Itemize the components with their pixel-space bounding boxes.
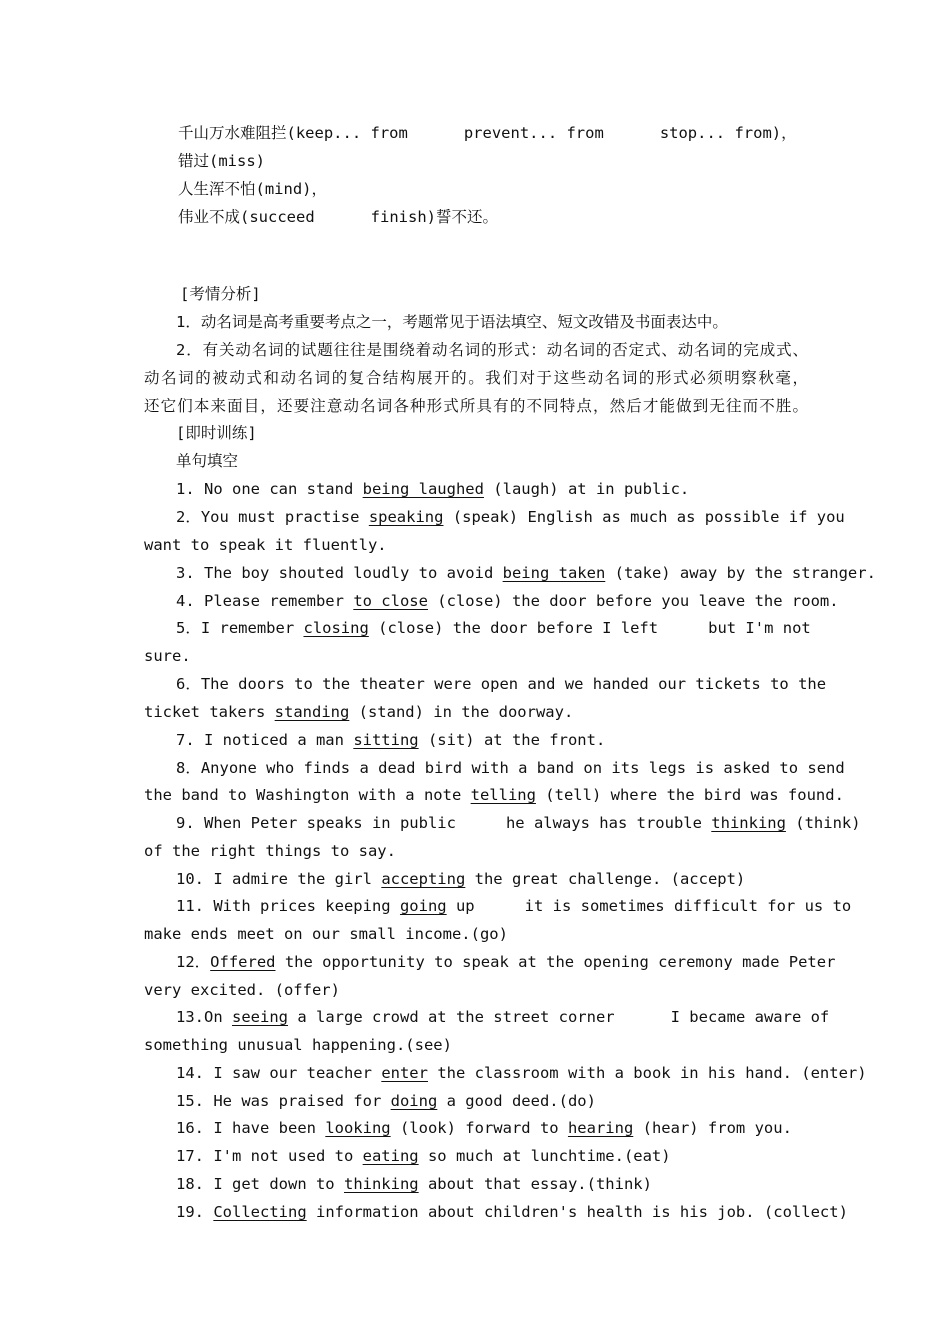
exercise-6-continuation	[144, 702, 808, 724]
exercise-3	[176, 563, 876, 585]
exercise-15	[176, 1091, 808, 1113]
question-text: the band to Washington with a note	[144, 786, 471, 804]
answer-blank: enter	[381, 1064, 428, 1082]
exercise-6: 6．The doors to the theater were open and we handed our tickets to the	[176, 675, 827, 693]
exercise-11	[176, 896, 852, 918]
exercise-18	[176, 1174, 808, 1196]
exercise-14	[176, 1063, 867, 1085]
question-text: 16. I have been	[176, 1119, 326, 1137]
answer-blank: closing	[303, 619, 369, 637]
question-text: 4. Please remember	[176, 592, 354, 610]
question-text: (laugh) at in public.	[483, 480, 690, 498]
question-text: 3. The boy shouted loudly to avoid	[176, 564, 503, 582]
answer-blank: accepting	[381, 870, 466, 888]
exercise-13-continuation: something unusual happening.(see)	[144, 1036, 452, 1054]
answer-blank: sitting	[353, 731, 419, 749]
question-text: 5．I remember	[176, 619, 304, 637]
question-text: (stand) in the doorway.	[349, 703, 574, 721]
question-text: up	[446, 897, 475, 915]
poem-text: 千山万水难阻拦(keep... from	[178, 124, 408, 142]
exercise-8-continuation	[144, 785, 844, 807]
answer-blank: being laughed	[362, 480, 484, 498]
answer-blank: looking	[325, 1119, 391, 1137]
question-text: (sit) at the front.	[418, 731, 606, 749]
exercise-11-continuation: make ends meet on our small income.(go)	[144, 925, 508, 943]
answer-blank: Offered	[210, 953, 276, 971]
poem-line-3: 人生浑不怕(mind)，	[178, 180, 327, 198]
question-text: it is sometimes difficult for us to	[524, 897, 852, 915]
question-text: (think)	[785, 814, 861, 832]
exercise-19	[176, 1202, 848, 1224]
exercise-16	[176, 1118, 808, 1140]
answer-blank: Collecting	[213, 1203, 307, 1221]
question-text: 2．You must practise	[176, 508, 369, 526]
exercise-4	[176, 591, 839, 613]
analysis-paragraph-1: 1．动名词是高考重要考点之一，考题常见于语法填空、短文改错及书面表达中。	[176, 313, 728, 331]
exercise-9	[176, 813, 861, 835]
poem-text: prevent... from	[463, 124, 604, 142]
answer-blank: seeing	[232, 1008, 288, 1026]
question-text: 10. I admire the girl	[176, 870, 382, 888]
question-text: so much at lunchtime.(eat)	[418, 1147, 671, 1165]
analysis-heading: [考情分析]	[180, 285, 261, 303]
question-text: 18. I get down to	[176, 1175, 344, 1193]
question-text: (look) forward to	[390, 1119, 568, 1137]
exercise-17	[176, 1146, 808, 1168]
question-text: about that essay.(think)	[418, 1175, 652, 1193]
question-text: ticket takers	[144, 703, 275, 721]
answer-blank: telling	[470, 786, 536, 804]
exercise-12-continuation: very excited. (offer)	[144, 981, 340, 999]
question-text: a large crowd at the street corner	[288, 1008, 615, 1026]
question-text: information about children's health is his job. (collect)	[306, 1203, 848, 1221]
answer-blank: thinking	[711, 814, 786, 832]
poem-text: 伟业不成(succeed	[178, 208, 315, 226]
question-text: 1. No one can stand	[176, 480, 363, 498]
question-text: the great challenge. (accept)	[465, 870, 746, 888]
analysis-paragraph-2-line-2: 动名词的被动式和动名词的复合结构展开的。我们对于这些动名词的形式必须明察秋毫，	[144, 369, 808, 387]
poem-line-1	[178, 123, 842, 145]
question-text: 15. He was praised for	[176, 1092, 391, 1110]
question-text: (tell) where the bird was found.	[535, 786, 844, 804]
answer-blank: to close	[353, 592, 428, 610]
question-text: the opportunity to speak at the opening ceremony made Peter	[275, 953, 836, 971]
exercise-8: 8．Anyone who finds a dead bird with a band on its legs is asked to send	[176, 759, 845, 777]
question-text: the classroom with a book in his hand. (enter)	[427, 1064, 867, 1082]
poem-text: finish)誓不还。	[370, 208, 498, 226]
answer-blank: thinking	[343, 1175, 419, 1193]
question-text: (hear) from you.	[633, 1119, 792, 1137]
training-heading: [即时训练]	[176, 424, 257, 442]
answer-blank: eating	[362, 1147, 419, 1165]
exercise-10	[176, 869, 808, 891]
question-text: 11. With prices keeping	[176, 897, 400, 915]
question-text: 19.	[176, 1203, 214, 1221]
question-text: 17. I'm not used to	[176, 1147, 363, 1165]
question-text: 9. When Peter speaks in public	[176, 814, 456, 832]
analysis-paragraph-2-line-1: 2．有关动名词的试题往往是围绕着动名词的形式：动名词的否定式、动名词的完成式、	[176, 341, 808, 359]
exercise-5	[176, 618, 811, 640]
question-text: (close) the door before you leave the room.	[427, 592, 839, 610]
question-text: (speak) English as much as possible if you	[443, 508, 845, 526]
answer-blank: standing	[274, 703, 350, 721]
analysis-paragraph-2-line-3: 还它们本来面目，还要注意动名词各种形式所具有的不同特点，然后才能做到无往而不胜。	[144, 397, 808, 415]
exercise-1	[176, 479, 808, 501]
question-text: I became aware of	[670, 1008, 830, 1026]
training-subheading: 单句填空	[176, 452, 239, 470]
answer-blank: doing	[390, 1092, 438, 1110]
question-text: (close) the door before I left	[368, 619, 659, 637]
question-text: 7. I noticed a man	[176, 731, 354, 749]
question-text: he always has trouble	[505, 814, 712, 832]
question-text: 13.On	[176, 1008, 232, 1026]
answer-blank: being taken	[502, 564, 606, 582]
question-text: (take) away by the stranger.	[605, 564, 876, 582]
answer-blank: speaking	[368, 508, 444, 526]
question-text: 14. I saw our teacher	[176, 1064, 382, 1082]
exercise-2-continuation: want to speak it fluently.	[144, 536, 387, 554]
answer-blank: going	[399, 897, 447, 915]
poem-line-2: 错过(miss)	[178, 152, 265, 170]
exercise-13	[176, 1007, 830, 1029]
question-text: but I'm not	[708, 619, 811, 637]
poem-line-4	[178, 207, 842, 229]
question-text: a good deed.(do)	[437, 1092, 596, 1110]
poem-text: stop... from)，	[659, 124, 797, 142]
answer-blank: hearing	[567, 1119, 634, 1137]
exercise-5-continuation: sure.	[144, 647, 191, 665]
exercise-7	[176, 730, 808, 752]
exercise-9-continuation: of the right things to say.	[144, 842, 396, 860]
exercise-2	[176, 507, 845, 529]
question-text: 12．	[176, 953, 211, 971]
exercise-12	[176, 952, 836, 974]
